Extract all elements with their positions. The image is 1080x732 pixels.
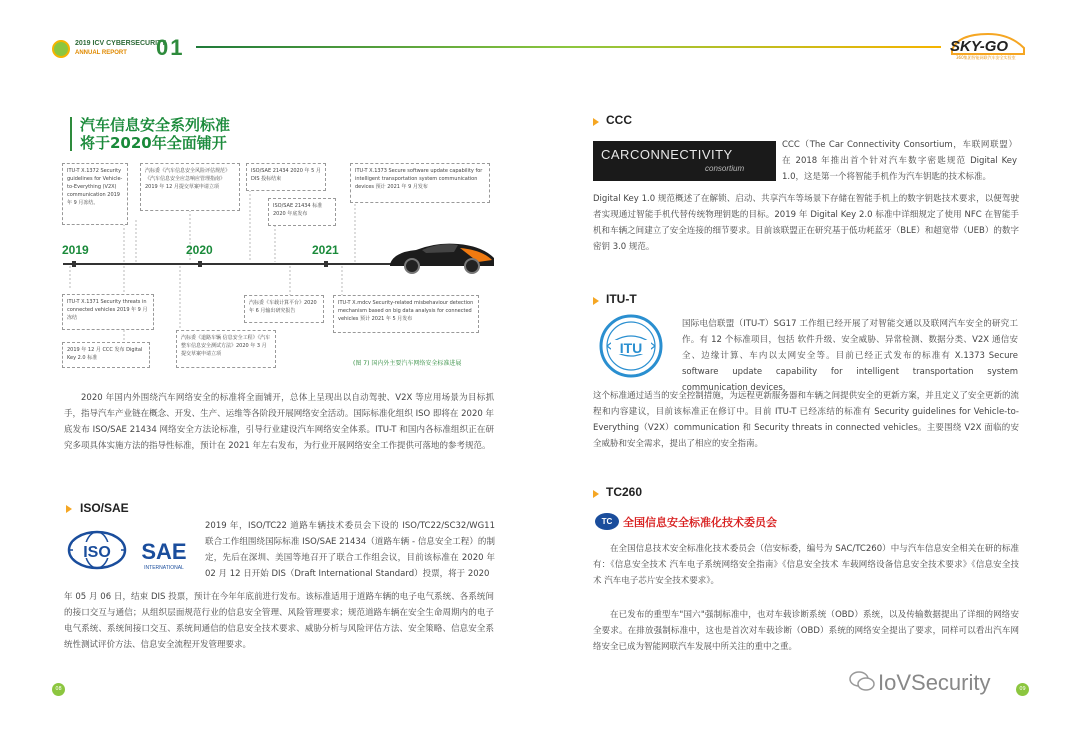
timeline-box: 汽标委《车载计算平台》2020 年 6 月输出研究报告 xyxy=(244,295,324,323)
timeline-box: ISO/SAE 21434 标准 2020 年底发布 xyxy=(268,198,336,226)
header-divider xyxy=(196,46,941,48)
itu-logo xyxy=(597,312,665,380)
figure-caption: (图 7) 国内外主要汽车网络安全标准进展 xyxy=(353,360,462,367)
ccc-paragraph-right: CCC（The Car Connectivity Consortium，车联网联盟）在 2018 年推出首个针对汽车数字密匙规范 Digital Key 1.0，这是第一个将智能手机作为汽车钥匙的技术标准。 xyxy=(782,140,1017,182)
svg-text:SAE: SAE xyxy=(141,539,187,564)
timeline-box: 汽标委《汽车信息安全风险评估规范》《汽车信息安全应急响应管理指南》2019 年 12 月提交草案申请立项 xyxy=(140,163,240,211)
timeline-year: 2021 xyxy=(312,243,339,257)
page-number-left: 08 xyxy=(52,683,65,696)
timeline-tick xyxy=(72,261,76,267)
sae-logo xyxy=(138,533,190,573)
title-accent-bar xyxy=(70,117,72,151)
ccc-heading: CCC xyxy=(606,113,632,127)
sports-car-image xyxy=(386,236,498,276)
itu-heading: ITU-T xyxy=(606,292,637,306)
timeline-box: ITU-T X.mdcv Security-related misbehaviour detection mechanism based on big data analysis for connected vehicles 预计 2021 年 5 月发布 xyxy=(333,295,479,333)
timeline-box: 汽标委《道路车辆 信息安全工程》《汽车整车信息安全测试方法》2020 年 3 月提交草案申请立项 xyxy=(176,330,276,368)
report-logo-icon xyxy=(52,40,70,58)
timeline-year: 2020 xyxy=(186,243,213,257)
chapter-number: 01 xyxy=(156,35,185,60)
timeline-box: 2019 年 12 月 CCC 发布 Digital Key 2.0 标准 xyxy=(62,342,150,368)
timeline-tick xyxy=(324,261,328,267)
page-number-right: 09 xyxy=(1016,683,1029,696)
section-arrow-icon xyxy=(593,297,599,305)
svg-text:INTERNATIONAL: INTERNATIONAL xyxy=(144,565,184,571)
timeline-box: ISO/SAE 21434 2020 年 5 月 DIS 投标结束 xyxy=(246,163,326,191)
timeline-box: ITU-T X.1373 Secure software update capability for intelligent transportation system communication devices 预计 2021 年 9 月发布 xyxy=(350,163,490,203)
tc260-logo xyxy=(595,512,805,532)
timeline-box: ITU-T X.1372 Security guidelines for Vehicle-to-Everything (V2X) communication 2019 年 9 月冻结。 xyxy=(62,163,128,225)
svg-text:ISO: ISO xyxy=(83,544,111,561)
brand-logo-text: SKY-GO xyxy=(950,38,1009,55)
report-title-line1: 2019 ICV CYBERSECURITY xyxy=(75,40,167,47)
timeline-tick xyxy=(198,261,202,267)
section-title-line1: 汽车信息安全系列标准 xyxy=(80,116,231,134)
timeline-axis xyxy=(63,263,393,265)
ccc-logo xyxy=(593,141,776,181)
iso-logo xyxy=(67,530,127,570)
section-arrow-icon xyxy=(593,490,599,498)
ccc-logo-sub: consortium xyxy=(705,164,745,173)
tc260-paragraph-1: 在全国信息技术安全标准化技术委员会（信安标委，编号为 SAC/TC260）中与汽车信息安全相关在研的标准有：《信息安全技术 汽车电子系统网络安全指南》《信息安全技术 车载网络设备信息安全技术要求》《信息安全技术 汽车电子芯片安全技术要求》。 xyxy=(593,544,1019,586)
itu-paragraph-right: 国际电信联盟（ITU-T）SG17 工作组已经开展了对智能交通以及联网汽车安全的研究工作。有 12 个标准项目，包括 软件升级、安全威胁、异常检测、数据分类、V2X 通信安全、边缘计算、车内以太网安全等。目前已经正式发布的标准有 X.1373 Secure software update capability for intelligent transportation system communication devices， xyxy=(682,319,1018,393)
tc260-heading: TC260 xyxy=(606,485,643,499)
section-title-line2: 将于2020年全面铺开 xyxy=(80,134,227,152)
wechat-watermark-icon xyxy=(849,668,875,694)
tc260-logo-badge: TC xyxy=(595,513,619,530)
itu-paragraph-full: 这个标准通过适当的安全控制措施，为远程更新服务器和车辆之间提供安全的更新方案，并且定义了安全更新的流程和内容建议，目前该标准正在修订中。目前 ITU-T 已经冻结的标准有 Security guidelines for Vehicle-to-Everything（V2X）communication 和 Security threats in connected vehicles。主要围绕 V2X 面临的安全威胁和安全需求，提出了相应的安全指南。 xyxy=(593,391,1019,449)
iso-sae-paragraph-right: 2019 年，ISO/TC22 道路车辆技术委员会下设的 ISO/TC22/SC32/WG11 联合工作组围绕国际标准 ISO/SAE 21434（道路车辆 - 信息安全工程）的制定，先后在深圳、美国等地召开了联合工作组会议，目前该标准在 2020 年 02 月 12 日开始 DIS（Draft International Standard）投票，将于 2020 xyxy=(205,521,495,579)
brand-logo-sub: 360集团智能网联汽车安全实验室 xyxy=(956,55,1016,60)
section-title xyxy=(80,116,230,152)
timeline-box: ITU-T X.1371 Security threats in connected vehicles 2019 年 9 月 冻结 xyxy=(62,294,154,330)
tc260-paragraph-2: 在已发布的重型车"国六"强制标准中，也对车载诊断系统（OBD）系统，以及传输数据提出了详细的网络安全要求。在排放强制标准中，这也是首次对车载诊断（OBD）系统的网络安全提出了要求，同样可以看出汽车网络安全已成为智能网联汽车发展中所关注的重中之重。 xyxy=(593,610,1019,652)
report-title-line2: ANNUAL REPORT xyxy=(75,50,127,56)
section-arrow-icon xyxy=(593,118,599,126)
tc260-logo-text: 全国信息安全标准化技术委员会 xyxy=(623,516,777,529)
watermark-text: IoVSecurity xyxy=(878,670,991,695)
svg-text:ITU: ITU xyxy=(619,340,643,356)
timeline-year: 2019 xyxy=(62,243,89,257)
section-arrow-icon xyxy=(66,505,72,513)
iso-sae-paragraph-full: 年 05 月 06 日，结束 DIS 投票，预计在今年年底前进行发布。该标准适用于道路车辆的电子电气系统、各系统间的接口交互与通信；从组织层面规范行业的信息安全管理、风险管理要求；规范道路车辆在安全生命周期内的电子电气系统、系统间接口交互、系统间通信的信息安全技术要求、威胁分析与风险评估方法、安全策略、信息安全系统性测试评价方法、信息安全流程开发管理要求。 xyxy=(64,592,494,650)
intro-paragraph: 2020 年国内外围绕汽车网络安全的标准将全面铺开，总体上呈现出以自动驾驶、V2X 等应用场景为目标抓手，指导汽车产业链在概念、开发、生产、运维等各阶段开展网络安全活动。国际标准化组织 ISO 即将在 2020 年底发布 ISO/SAE 21434 网络安全方法论标准，引导行业建设汽车网络安全体系。ITU-T 和国内各标准组织正在研究多项具体实施方法的指导性标准，预计在 2021 年左右发布，为行业开展网络安全工作提供可落地的参考规范。 xyxy=(64,393,494,451)
iso-sae-heading: ISO/SAE xyxy=(80,501,129,515)
ccc-paragraph-full: Digital Key 1.0 规范概述了在解锁、启动、共享汽车等场景下存储在智能手机上的数字钥匙技术要求，以便驾驶者实现通过智能手机代替传统物理钥匙的目标。2019 年 Digital Key 2.0 标准中详细规定了使用 NFC 在智能手机和车辆之间建立了安全连接的细节要求。目前该联盟正在研究基于低功耗蓝牙（BLE）和超宽带（UEB）的数字密钥 3.0 规范。 xyxy=(593,194,1019,252)
ccc-logo-text: CARCONNECTIVITY xyxy=(601,147,733,162)
